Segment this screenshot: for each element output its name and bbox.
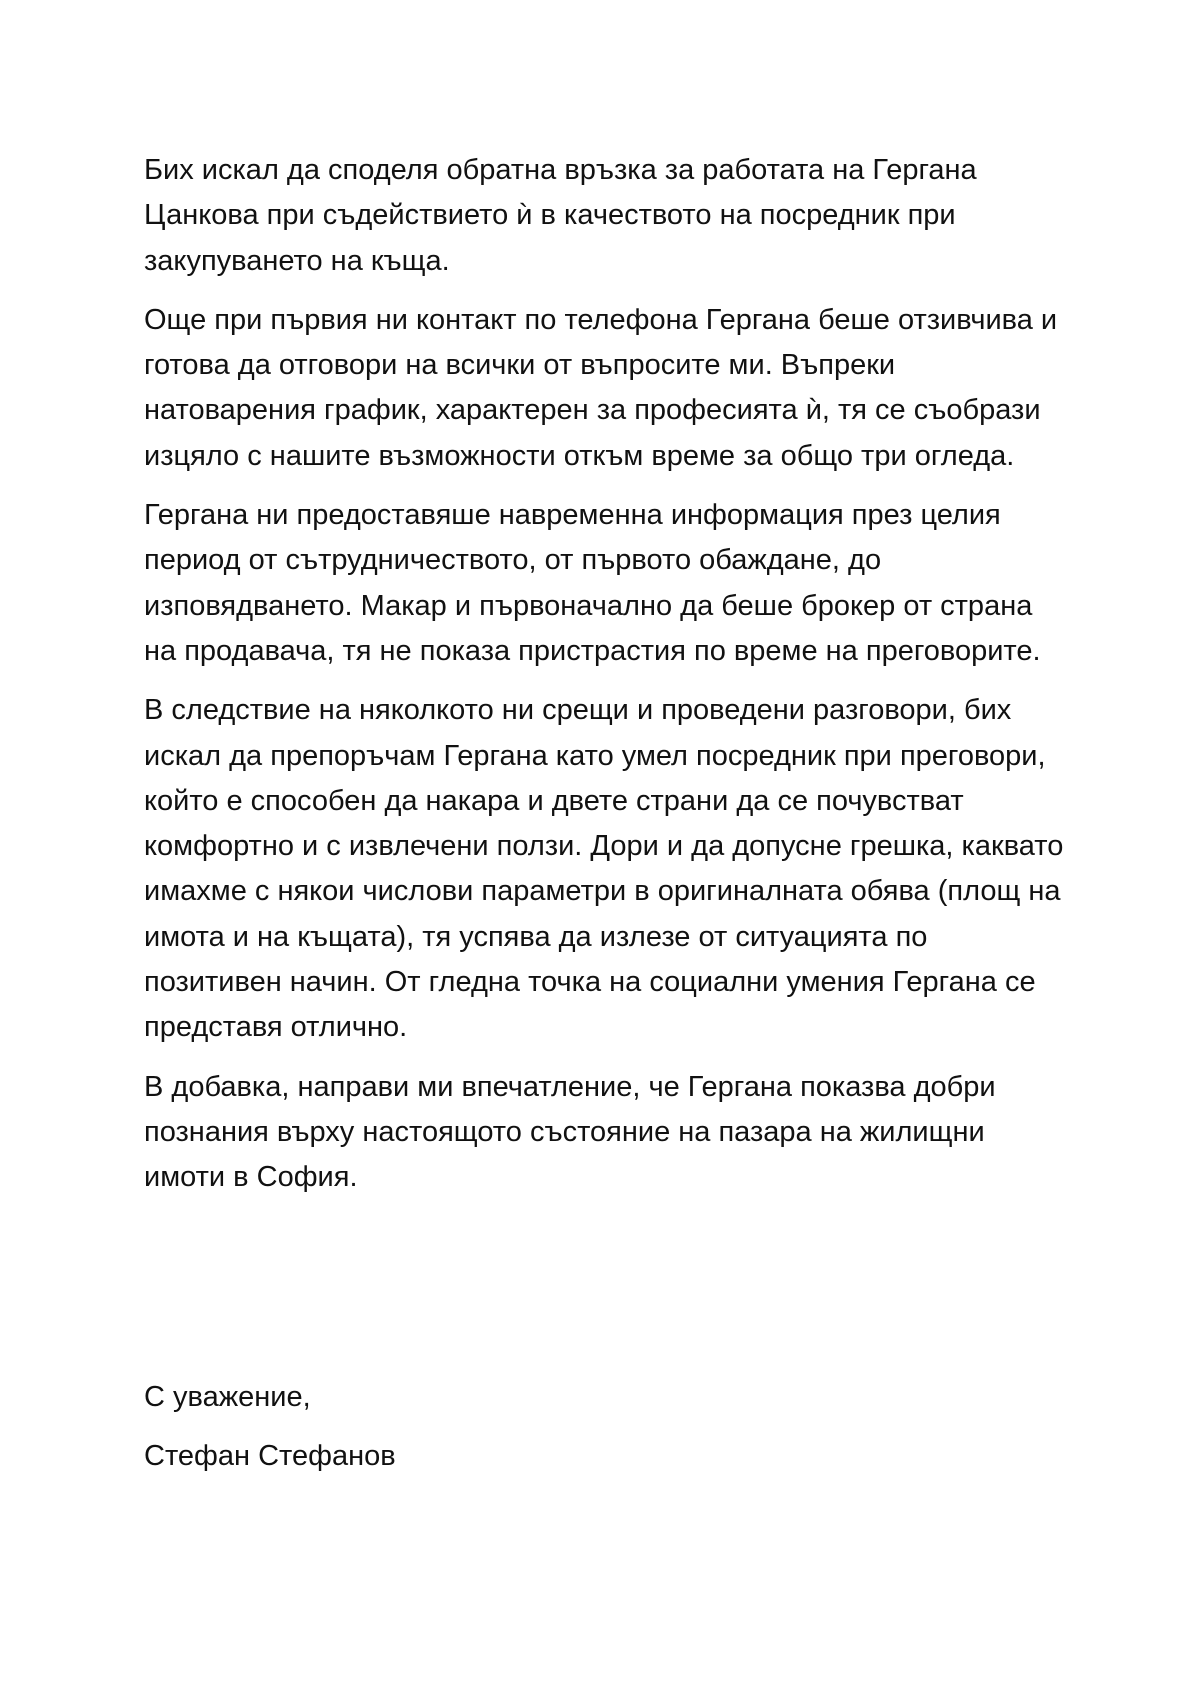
closing-salutation: С уважение, — [144, 1381, 311, 1413]
signature-block — [144, 1375, 1064, 1494]
signature-name: Стефан Стефанов — [144, 1440, 396, 1473]
paragraph-first-contact: Още при първия ни контакт по телефона Гергана беше отзивчива и готова да отговори на всички от въпросите ми. Въпреки натоварения график, характерен за професията ѝ, тя се съобрази изцяло с нашите възможности откъм време за общо три огледа. — [144, 303, 1058, 472]
paragraph-information: Гергана ни предоставяше навременна информация през целия период от сътрудничеството, от първото обаждане, до изповядването. Макар и първоначално да беше брокер от страна на продавача, тя не показа пристрастия по време на преговорите. — [144, 499, 1041, 667]
paragraph-recommendation: В следствие на няколкото ни срещи и проведени разговори, бих искал да препоръчам Гергана като умел посредник при преговори, който е способен да накара и двете страни да се почувстват комфортно и с извлечени ползи. Дори и да допусне грешка, каквато имахме с някои числови параметри в оригиналната обява (площ на имота и на къщата), тя успява да излезе от ситуацията по позитивен начин. От гледна точка на социални умения Гергана се представя отлично. — [144, 694, 1064, 1044]
letter-body — [144, 148, 1064, 1215]
paragraph-market-knowledge: В добавка, направи ми впечатление, че Гергана показва добри познания върху настоящото състояние на пазара на жилищни имоти в София. — [144, 1070, 996, 1194]
paragraph-intro: Бих искал да споделя обратна връзка за работата на Гергана Цанкова при съдействието ѝ в качеството на посредник при закупуването на къща. — [144, 154, 977, 277]
